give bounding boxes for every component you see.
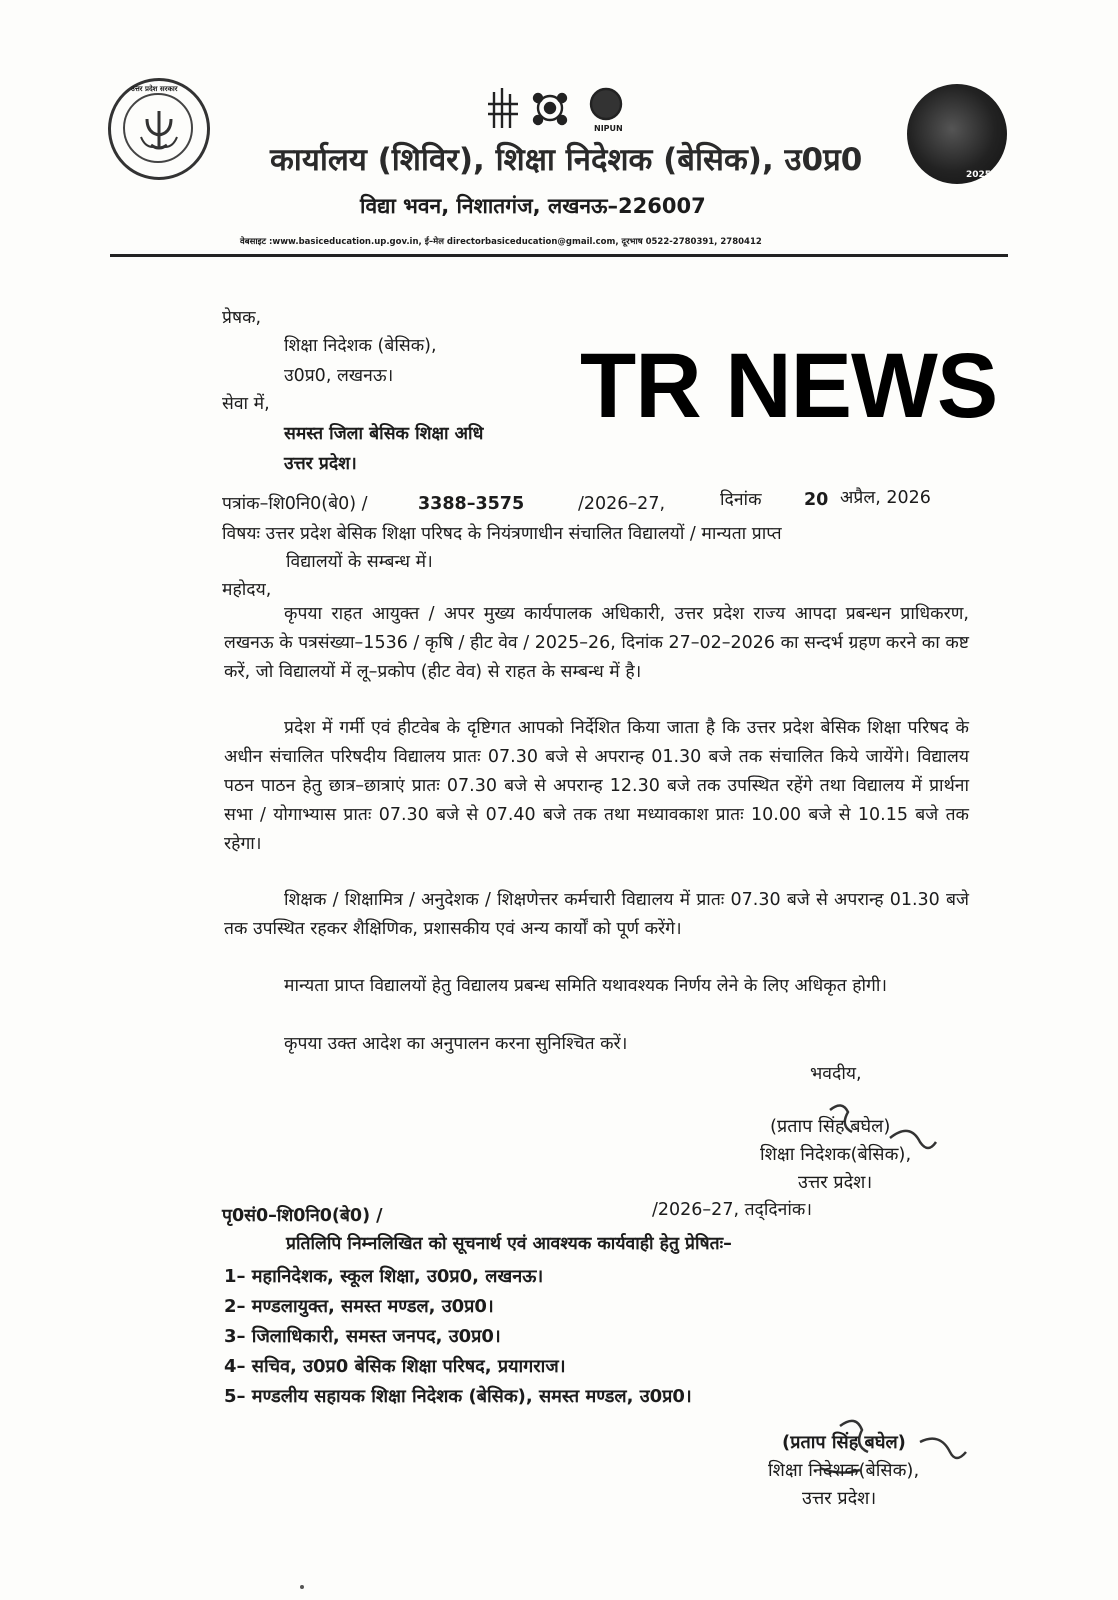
signature2-state: उत्तर प्रदेश। [802, 1488, 877, 1509]
body-paragraph-1 [224, 600, 969, 687]
body-paragraph-2 [224, 714, 969, 859]
signature1-designation: शिक्षा निदेशक(बेसिक), [760, 1144, 912, 1165]
signature1-name: (प्रताप सिंह बघेल) [770, 1116, 891, 1137]
cc-item-4: 4– सचिव, उ0प्र0 बेसिक शिक्षा परिषद, प्रयागराज। [224, 1356, 566, 1377]
closing: भवदीय, [810, 1064, 862, 1084]
salutation: महोदय, [222, 580, 272, 600]
reference-date-label: दिनांक [720, 490, 762, 510]
endorsement-prefix: पृ0सं0–शि0नि0(बे0) / [222, 1206, 383, 1226]
up-government-seal [108, 78, 210, 180]
office-title: कार्यालय (शिविर), शिक्षा निदेशक (बेसिक), उ0प्र0 [270, 142, 863, 178]
signature1-state: उत्तर प्रदेश। [798, 1172, 873, 1193]
endorsement-year-date: /2026–27, तद्‌दिनांक। [652, 1200, 812, 1220]
trident-emblem-icon [111, 81, 207, 177]
office-address: विद्या भवन, निशातगंज, लखनऊ–226007 [360, 194, 706, 218]
recipient-line2: उत्तर प्रदेश। [284, 454, 357, 474]
nipun-logo-text: NIPUN [594, 124, 623, 133]
cc-item-1: 1– महानिदेशक, स्कूल शिक्षा, उ0प्र0, लखनऊ। [224, 1266, 544, 1287]
reference-day: 20 [804, 490, 829, 510]
paragraph-text: कृपया उक्त आदेश का अनुपालन करना सुनिश्चित करें। [284, 1034, 628, 1054]
tr-news-watermark: TR NEWS [580, 335, 998, 437]
seal-year: 2025 [965, 170, 991, 180]
cc-item-2: 2– मण्डलायुक्त, समस्त मण्डल, उ0प्र0। [224, 1296, 494, 1317]
contact-line: वेबसाइट :www.basiceducation.up.gov.in, ई–मेल directorbasiceducation@gmail.com, दूरभाष 0522-2780391, 2780412 [240, 237, 762, 247]
header-logos [484, 84, 632, 136]
cc-item-5: 5– मण्डलीय सहायक शिक्षा निदेशक (बेसिक), समस्त मण्डल, उ0प्र0। [224, 1386, 692, 1407]
seal-left-text: उत्तर प्रदेश सरकार [131, 85, 178, 93]
subject-line1: विषयः उत्तर प्रदेश बेसिक शिक्षा परिषद के नियंत्रणाधीन संचालित विद्यालयों / मान्यता प्राप्त [222, 524, 782, 544]
reference-number: 3388–3575 [418, 494, 525, 514]
sender-label: प्रेषक, [222, 308, 262, 328]
header-divider [110, 254, 1008, 257]
paragraph-text: प्रदेश में गर्मी एवं हीटवेब के दृष्टिगत आपको निर्देशित किया जाता है कि उत्तर प्रदेश बेसिक शिक्षा परिषद के अधीन संचालित परिषदीय विद्यालय प्रातः 07.30 बजे से अपरान्ह 01.30 बजे तक संचालित किये जायेंगे। विद्यालय पठन पाठन हेतु छात्र–छात्राएं प्रातः 07.30 बजे से अपरान्ह 12.30 बजे तक उपस्थित रहेंगे तथा विद्यालय में प्रार्थना सभा / योगाभ्यास प्रातः 07.30 बजे से 07.40 बजे तक तथा मध्यावकाश प्रातः 10.00 बजे से 10.15 बजे तक रहेगा। [224, 718, 969, 854]
recipient-line1: समस्त जिला बेसिक शिक्षा अधि [284, 424, 484, 444]
body-paragraph-3 [224, 886, 969, 944]
paragraph-text: शिक्षक / शिक्षामित्र / अनुदेशक / शिक्षणेत्तर कर्मचारी विद्यालय में प्रातः 07.30 बजे से अपरान्ह 01.30 बजे तक उपस्थित रहकर शैक्षिणिक, प्रशासकीय एवं अन्य कार्यों को पूर्ण करेंगे। [224, 890, 969, 939]
subject-line2: विद्यालयों के सम्बन्ध में। [286, 552, 433, 572]
body-paragraph-4 [224, 972, 969, 1001]
signature2-name: (प्रताप सिंह बघेल) [782, 1432, 906, 1453]
paragraph-text: मान्यता प्राप्त विद्यालयों हेतु विद्यालय प्रबन्ध समिति यथावश्यक निर्णय लेने के लिए अधिकृत होगी। [284, 976, 888, 996]
sender-line2: उ0प्र0, लखनऊ। [284, 366, 394, 386]
scan-speck [300, 1585, 304, 1589]
reference-year: /2026–27, [578, 494, 666, 514]
signature2-designation: शिक्षा निदेशक(बेसिक), [768, 1460, 920, 1481]
reference-prefix: पत्रांक–शि0नि0(बे0) / [222, 494, 368, 514]
badge-seal-2025 [907, 84, 1007, 184]
body-paragraph-5 [224, 1030, 969, 1059]
endorsement-intro: प्रतिलिपि निम्नलिखित को सूचनार्थ एवं आवश्यक कार्यवाही हेतु प्रेषितः– [286, 1234, 732, 1254]
reference-month-year: अप्रैल, 2026 [840, 488, 931, 508]
sender-line1: शिक्षा निदेशक (बेसिक), [284, 336, 437, 356]
paragraph-text: कृपया राहत आयुक्त / अपर मुख्य कार्यपालक अधिकारी, उत्तर प्रदेश राज्य आपदा प्रबन्धन प्राधिकरण, लखनऊ के पत्रसंख्या–1536 / कृषि / हीट वेव / 2025–26, दिनांक 27–02–2026 का सन्दर्भ ग्रहण करने का कष्ट करें, जो विद्यालयों में लू–प्रकोप (हीट वेव) से राहत के सम्बन्ध में है। [224, 604, 969, 682]
cc-item-3: 3– जिलाधिकारी, समस्त जनपद, उ0प्र0। [224, 1326, 501, 1347]
recipient-label: सेवा में, [222, 394, 270, 414]
